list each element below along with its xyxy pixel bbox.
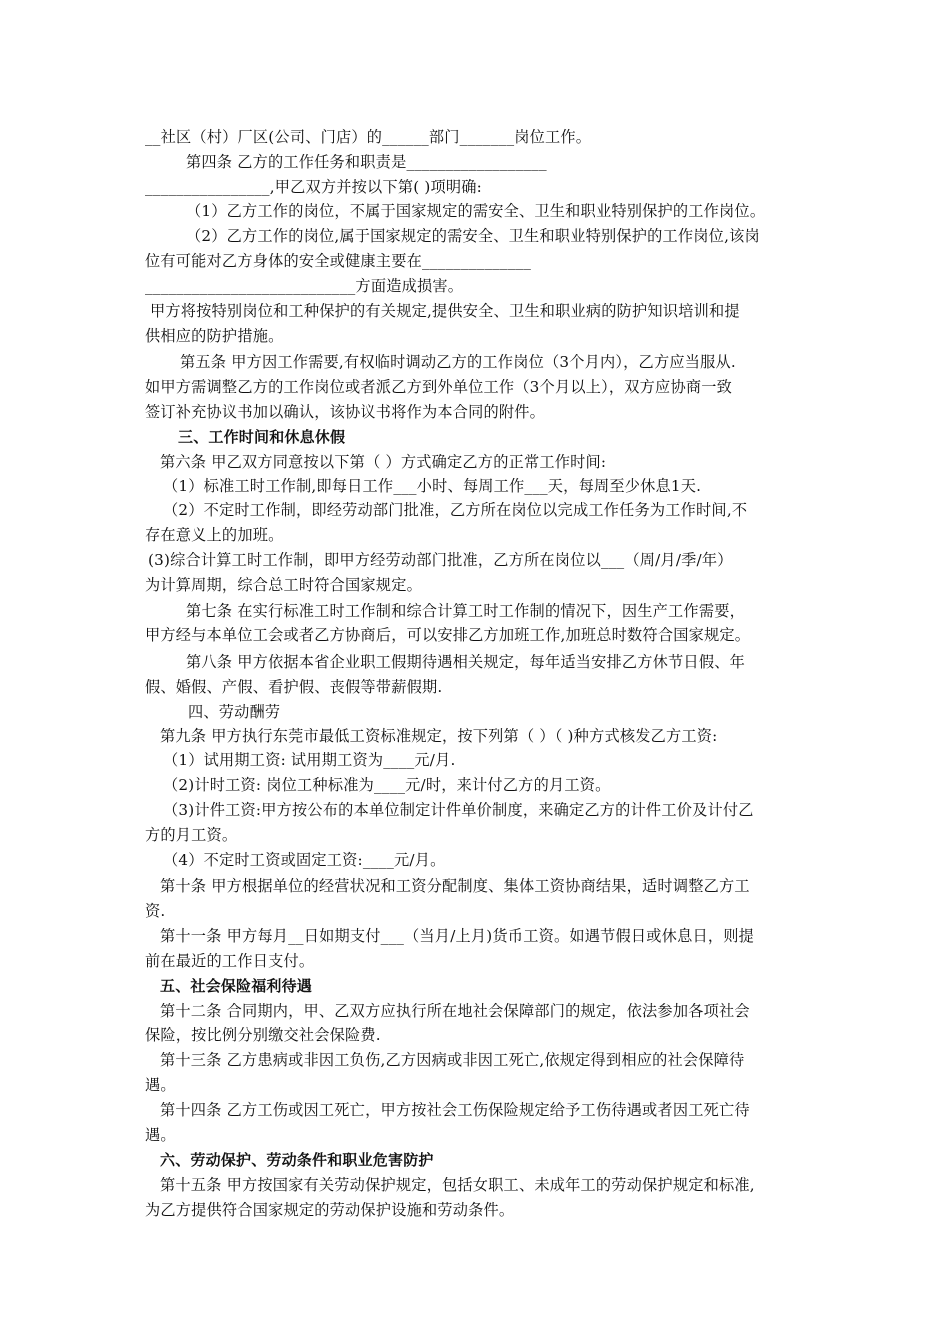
text-line: 保险，按比例分别缴交社会保险费. (145, 1026, 381, 1044)
text-line: __社区（村）厂区(公司、门店）的______部门_______岗位工作。 (145, 128, 592, 146)
text-line: ___________________________方面造成损害。 (145, 277, 464, 295)
list-item: （1）标准工时工作制,即每日工作___小时、每周工作___天，每周至少休息1天. (163, 477, 702, 495)
article-15-line: 第十五条 甲方按国家有关劳动保护规定，包括女职工、未成年工的劳动保护规定和标准, (160, 1176, 755, 1194)
list-item: （1）试用期工资: 试用期工资为____元/月. (163, 751, 456, 769)
text-line: 甲方将按特别岗位和工种保护的有关规定,提供安全、卫生和职业病的防护知识培训和提 (150, 302, 740, 320)
text-line: 存在意义上的加班。 (145, 526, 284, 544)
article-11-line: 第十一条 甲方每月__日如期支付___（当月/上月)货币工资。如遇节假日或休息日，则提 (160, 927, 755, 945)
text-line: 前在最近的工作日支付。 (145, 952, 315, 970)
article-7-line: 第七条 在实行标准工时工作制和综合计算工时工作制的情况下，因生产工作需要， (186, 602, 745, 620)
list-item: （2）不定时工作制，即经劳动部门批准，乙方所在岗位以完成工作任务为工作时间,不 (163, 501, 748, 519)
article-5-line: 第五条 甲方因工作需要,有权临时调动乙方的工作岗位（3个月内），乙方应当服从. (180, 353, 736, 371)
list-item: (3)综合计算工时工作制，即甲方经劳动部门批准，乙方所在岗位以___（周/月/季/年） (148, 551, 733, 569)
section-heading: 三、工作时间和休息休假 (178, 428, 346, 446)
article-4-line: 第四条 乙方的工作任务和职责是__________________ (186, 153, 547, 171)
section-heading: 六、劳动保护、劳动条件和职业危害防护 (160, 1151, 434, 1169)
text-line: 供相应的防护措施。 (145, 327, 284, 345)
list-item: （2)计时工资: 岗位工种标准为____元/时，来计付乙方的月工资。 (163, 776, 611, 794)
text-line: 资. (145, 902, 166, 920)
section-heading: 五、社会保险福利待遇 (160, 977, 313, 995)
text-line: 甲方经与本单位工会或者乙方协商后，可以安排乙方加班工作,加班总时数符合国家规定。 (145, 626, 751, 644)
text-line: 位有可能对乙方身体的安全或健康主要在______________ (145, 252, 532, 270)
article-9-line: 第九条 甲方执行东莞市最低工资标准规定，按下列第（ ）（ )种方式核发乙方工资: (160, 727, 718, 745)
text-line: 假、婚假、产假、看护假、丧假等带薪假期. (145, 678, 443, 696)
text-line: 为计算周期，综合总工时符合国家规定。 (145, 576, 422, 594)
article-6-line: 第六条 甲乙双方同意按以下第（ ）方式确定乙方的正常工作时间: (160, 453, 607, 471)
text-line: 签订补充协议书加以确认，该协议书将作为本合同的附件。 (145, 403, 546, 421)
text-line: 遇。 (145, 1076, 176, 1094)
list-item: （2）乙方工作的岗位,属于国家规定的需安全、卫生和职业特别保护的工作岗位,该岗 (186, 227, 760, 245)
section-heading: 四、劳动酬劳 (188, 703, 281, 721)
article-12-line: 第十二条 合同期内，甲、乙双方应执行所在地社会保障部门的规定，依法参加各项社会 (160, 1002, 750, 1020)
text-line: 为乙方提供符合国家规定的劳动保护设施和劳动条件。 (145, 1201, 515, 1219)
article-14-line: 第十四条 乙方工伤或因工死亡，甲方按社会工伤保险规定给予工伤待遇或者因工死亡待 (160, 1101, 750, 1119)
text-line: 方的月工资。 (145, 826, 238, 844)
article-8-line: 第八条 甲方依据本省企业职工假期待遇相关规定，每年适当安排乙方休节日假、年 (186, 653, 745, 671)
text-line: 遇。 (145, 1126, 176, 1144)
article-10-line: 第十条 甲方根据单位的经营状况和工资分配制度、集体工资协商结果，适时调整乙方工 (160, 877, 750, 895)
text-line: ________________,甲乙双方并按以下第( )项明确: (145, 178, 482, 196)
list-item: （3)计件工资:甲方按公布的本单位制定计件单价制度，来确定乙方的计件工价及计付乙 (163, 801, 754, 819)
list-item: （4）不定时工资或固定工资:____元/月。 (163, 851, 446, 869)
list-item: （1）乙方工作的岗位，不属于国家规定的需安全、卫生和职业特别保护的工作岗位。 (186, 202, 766, 220)
article-13-line: 第十三条 乙方患病或非因工负伤,乙方因病或非因工死亡,依规定得到相应的社会保障待 (160, 1051, 745, 1069)
text-line: 如甲方需调整乙方的工作岗位或者派乙方到外单位工作（3个月以上），双方应协商一致 (145, 378, 732, 396)
